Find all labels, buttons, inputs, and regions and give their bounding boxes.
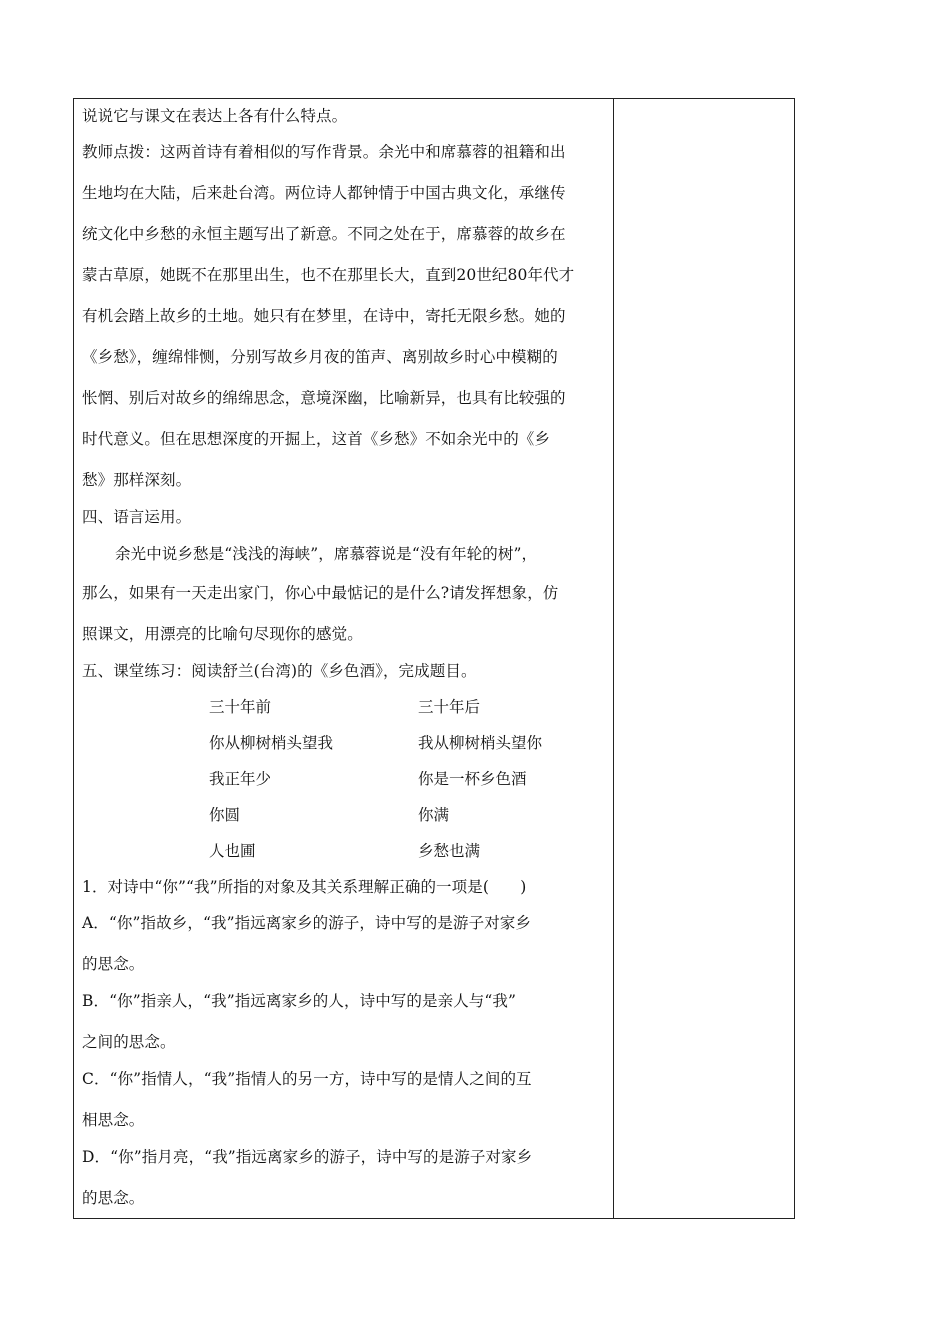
question-stem: 1．对诗中“你”“我”所指的对象及其关系理解正确的一项是( )	[82, 878, 527, 896]
option-line: 相思念。	[82, 1111, 145, 1129]
notes-column	[614, 99, 794, 1218]
text-line: 有机会踏上故乡的土地。她只有在梦里，在诗中，寄托无限乡愁。她的	[82, 307, 566, 325]
poem-line: 我从柳树梢头望你	[418, 734, 543, 752]
poem-line: 你从柳树梢头望我	[209, 734, 334, 752]
option-line: 的思念。	[82, 1189, 145, 1207]
option-line: 之间的思念。	[82, 1033, 176, 1051]
text-line: 教师点拨：这两首诗有着相似的写作背景。余光中和席慕蓉的祖籍和出	[82, 143, 566, 161]
option-line: D．“你”指月亮，“我”指远离家乡的游子，诗中写的是游子对家乡	[82, 1148, 533, 1166]
text-line: 那么，如果有一天走出家门，你心中最惦记的是什么?请发挥想象，仿	[82, 584, 559, 602]
poem-line: 你是一杯乡色酒	[418, 770, 527, 788]
option-line: A．“你”指故乡，“我”指远离家乡的游子，诗中写的是游子对家乡	[82, 914, 531, 932]
option-line: C．“你”指情人，“我”指情人的另一方，诗中写的是情人之间的互	[82, 1070, 532, 1088]
text-line: 怅惘、别后对故乡的绵绵思念，意境深幽，比喻新异，也具有比较强的	[82, 389, 566, 407]
poem-line: 我正年少	[209, 770, 272, 788]
text-line: 生地均在大陆，后来赴台湾。两位诗人都钟情于中国古典文化，承继传	[82, 184, 566, 202]
text-line: 愁》那样深刻。	[82, 471, 192, 489]
poem-line: 你满	[418, 806, 450, 824]
section-heading: 五、课堂练习：阅读舒兰(台湾)的《乡色酒》，完成题目。	[82, 662, 477, 680]
text-line: 余光中说乡愁是“浅浅的海峡”，席慕蓉说是“没有年轮的树”，	[115, 545, 538, 563]
poem-line: 乡愁也满	[418, 842, 481, 860]
text-line: 蒙古草原，她既不在那里出生，也不在那里长大，直到20世纪80年代才	[82, 266, 575, 284]
poem-line: 三十年前	[209, 698, 272, 716]
text-line: 《乡愁》，缠绵悱恻，分别写故乡月夜的笛声、离别故乡时心中模糊的	[82, 348, 558, 366]
section-heading: 四、语言运用。	[82, 508, 192, 526]
text-line: 时代意义。但在思想深度的开掘上，这首《乡愁》不如余光中的《乡	[82, 430, 551, 448]
poem-line: 三十年后	[418, 698, 481, 716]
text-line: 统文化中乡愁的永恒主题写出了新意。不同之处在于，席慕蓉的故乡在	[82, 225, 566, 243]
option-line: 的思念。	[82, 955, 145, 973]
poem-line: 你圆	[209, 806, 241, 824]
text-line: 说说它与课文在表达上各有什么特点。	[82, 107, 348, 125]
poem-line: 人也圃	[209, 842, 256, 860]
text-line: 照课文，用漂亮的比喻句尽现你的感觉。	[82, 625, 363, 643]
option-line: B．“你”指亲人，“我”指远离家乡的人，诗中写的是亲人与“我”	[82, 992, 517, 1010]
